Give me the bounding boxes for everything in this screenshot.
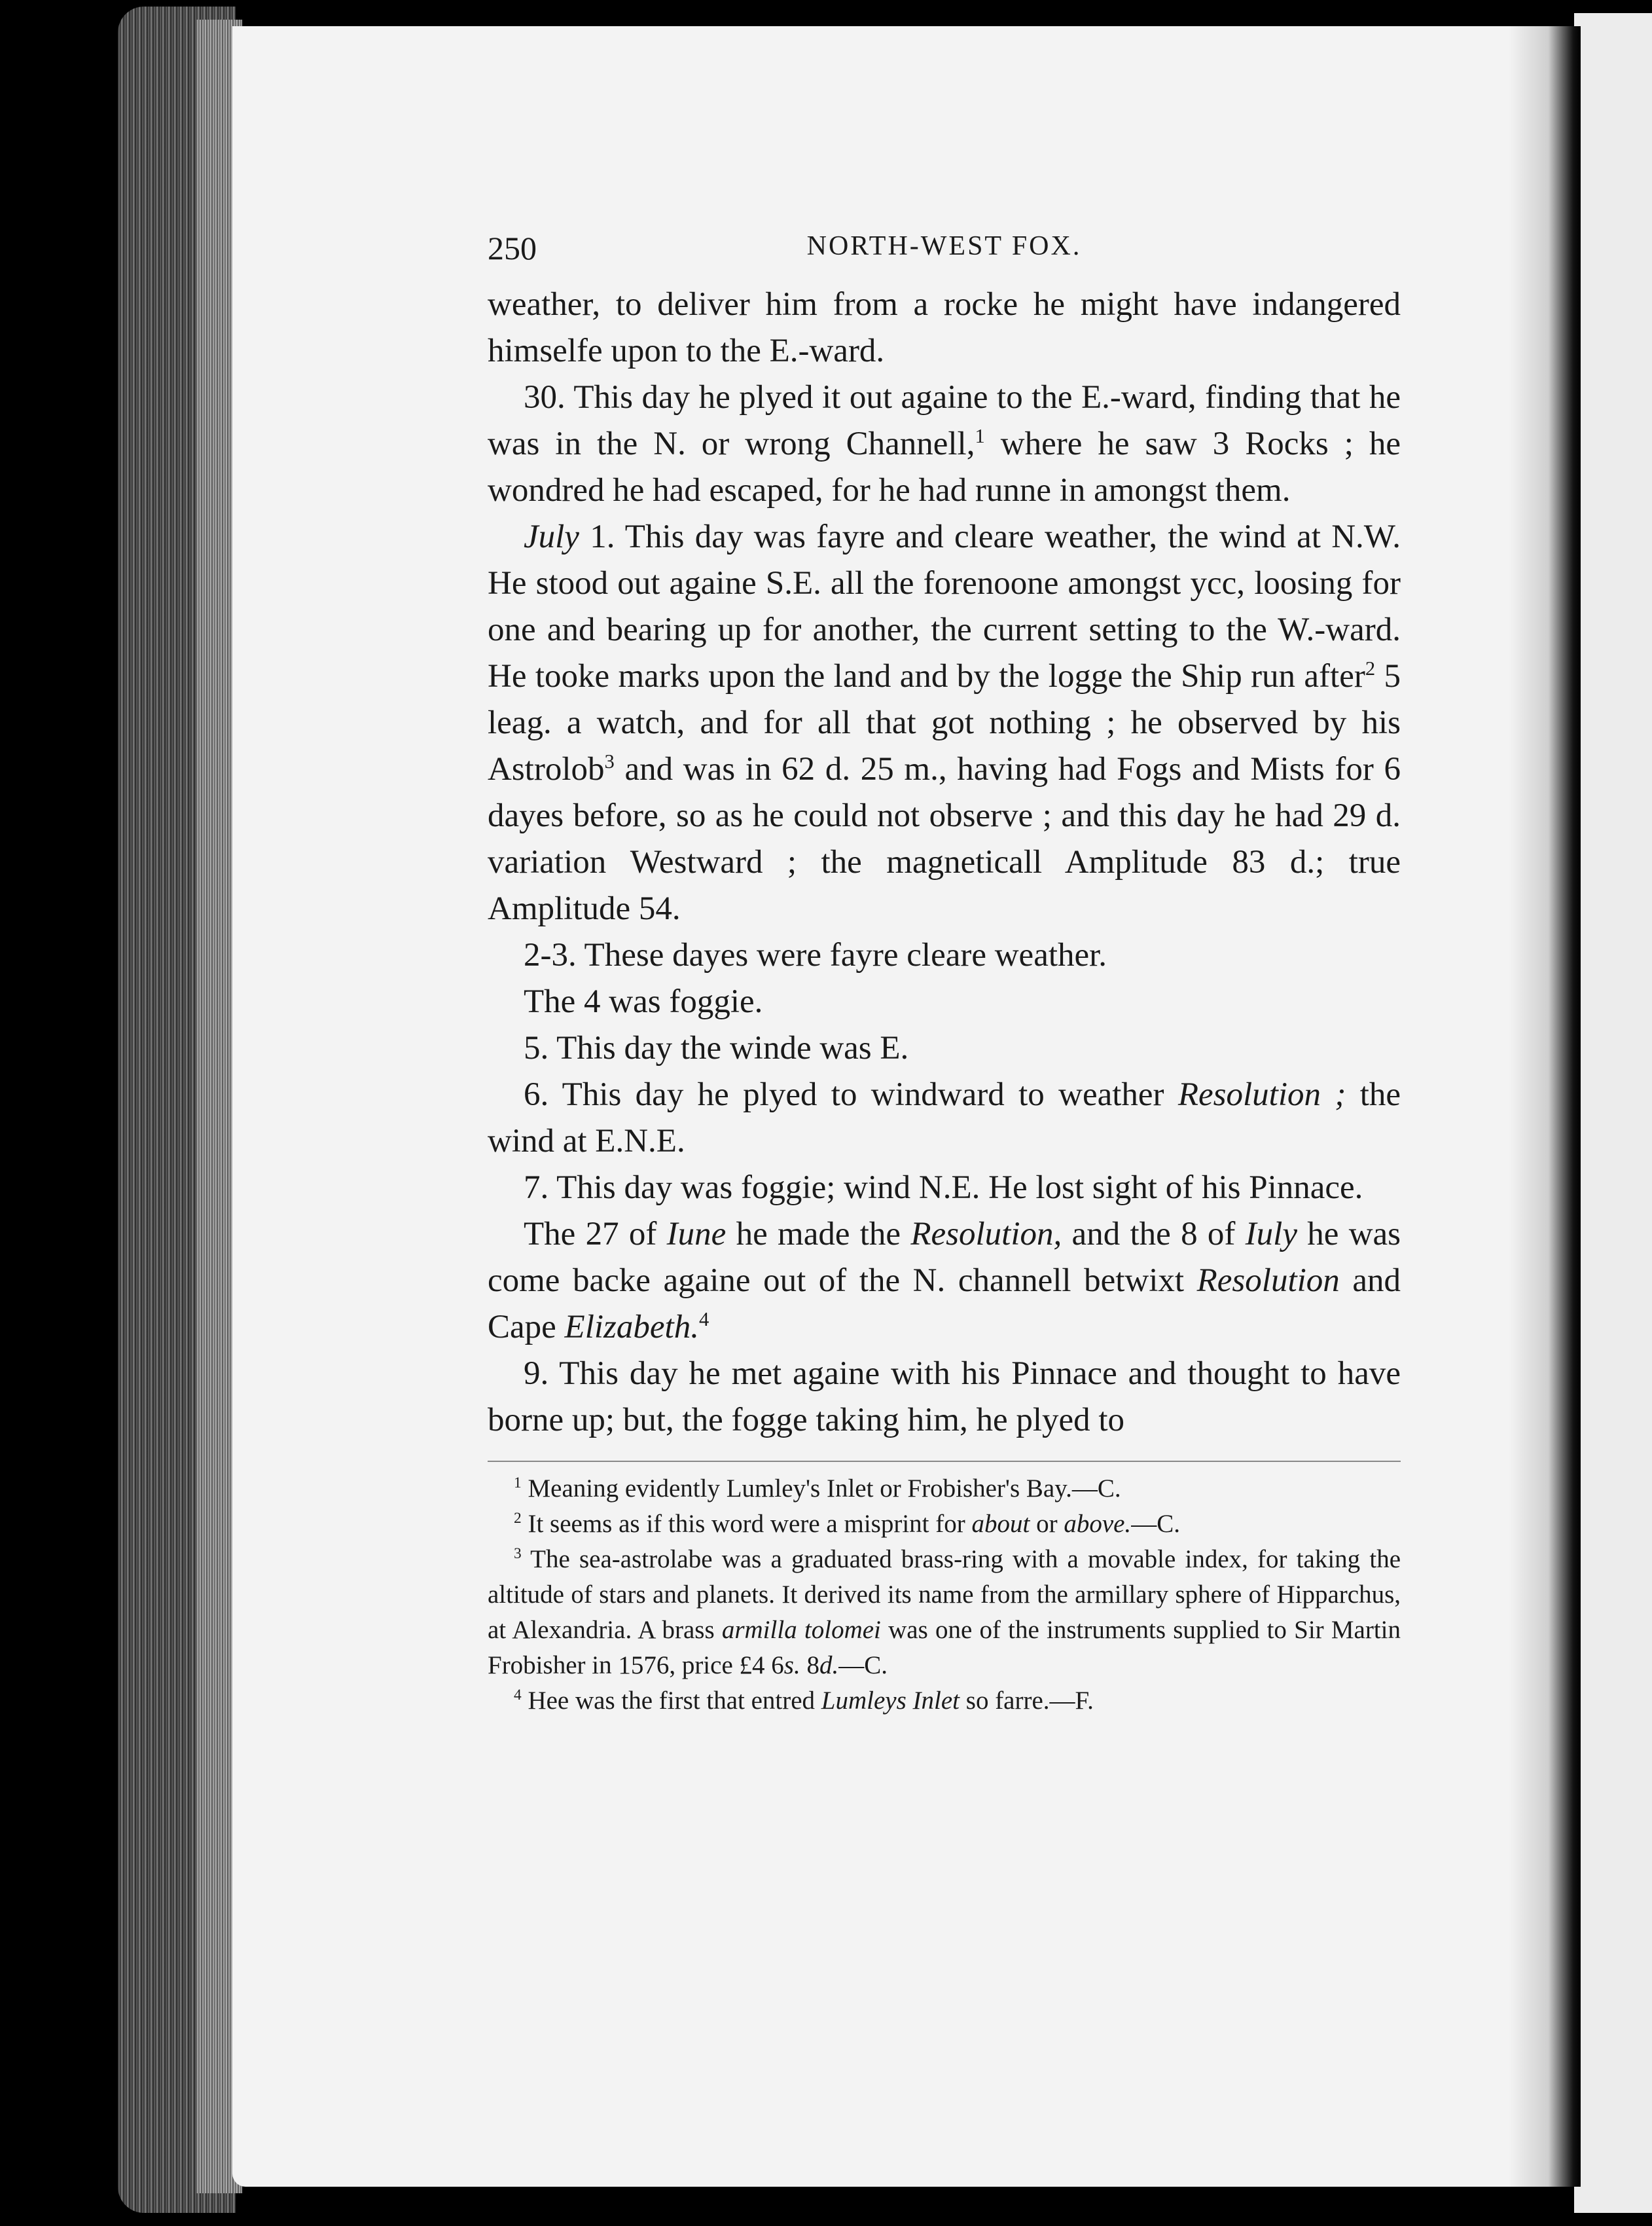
paragraph: July 1. This day was fayre and cleare weather, the wind at N.W. He stood out againe S.E. all the forenoone amongst ycc, loosing for one and bearing up for another, the current setting to the W.-ward. He tooke marks upon the land and by the logge the Ship run after$^2$ 5 leag. a watch, and for all that got nothing ; he observed by his Astrolob$^3$ and was in 62 d. 25 m., having had Fogs and Mists for 6 dayes before, so as he could not observe ; and this day he had 29 d. variation Westward ; the magneticall Amplitude 83 d.; true Amplitude 54. [488,519,1401,927]
footnote-ref: 4 [698,1308,709,1330]
paragraph: 9. This day he met againe with his Pinnace and thought to have borne up; but, the fogge taking him, he plyed to [488,1355,1401,1438]
paragraph: 6. This day he plyed to windward to weather Resolution ; the wind at E.N.E. [488,1076,1401,1159]
gutter-shadow [1509,26,1581,2187]
right-page-sliver [1574,13,1652,2213]
paragraph: 2-3. These dayes were fayre cleare weather. [524,937,1107,974]
body-text [488,282,1401,1444]
running-title: NORTH-WEST FOX. [806,231,1082,261]
footnote: $^2$ It seems as if this word were a misprint for about or above.—C. [514,1510,1180,1538]
page-text [488,229,1401,1719]
paragraph: 7. This day was foggie; wind N.E. He lost sight of his Pinnace. [524,1169,1363,1206]
paragraph: weather, to deliver him from a rocke he might have indangered himselfe upon to the E.-ward. [488,286,1401,369]
footnotes [488,1471,1401,1719]
footnote: $^1$ Meaning evidently Lumley's Inlet or Frobisher's Bay.—C. [514,1474,1121,1503]
footnote-ref: 3 [604,750,615,773]
footnote-ref: 2 [1365,657,1376,680]
paragraph: The 27 of Iune he made the Resolution, and the 8 of Iuly he was come backe againe out of the N. channell betwixt Resolution and Cape Elizabeth.$^4$ [488,1216,1401,1345]
paragraph: 5. This day the winde was E. [524,1030,909,1067]
footnote: $^3$ The sea-astrolabe was a graduated brass-ring with a movable index, for taking the altitude of stars and planets. It derived its name from the armillary sphere of Hipparchus, at Alexandria. A brass armilla tolomei was one of the instruments supplied to Sir Martin Frobisher in 1576, price £4 6s. 8d.—C. [488,1545,1401,1679]
paragraph: 30. This day he plyed it out againe to the E.-ward, finding that he was in the N. or wrong Channell,$^1$ where he saw 3 Rocks ; he wondred he had escaped, for he had runne in amongst them. [488,379,1401,509]
paragraph: The 4 was foggie. [524,983,763,1020]
running-header [488,229,1401,282]
footnote-ref: 1 [975,425,985,447]
footnote: $^4$ Hee was the first that entred Lumleys Inlet so farre.—F. [514,1687,1094,1715]
page-number: 250 [488,230,537,266]
footnote-divider [488,1461,1401,1462]
